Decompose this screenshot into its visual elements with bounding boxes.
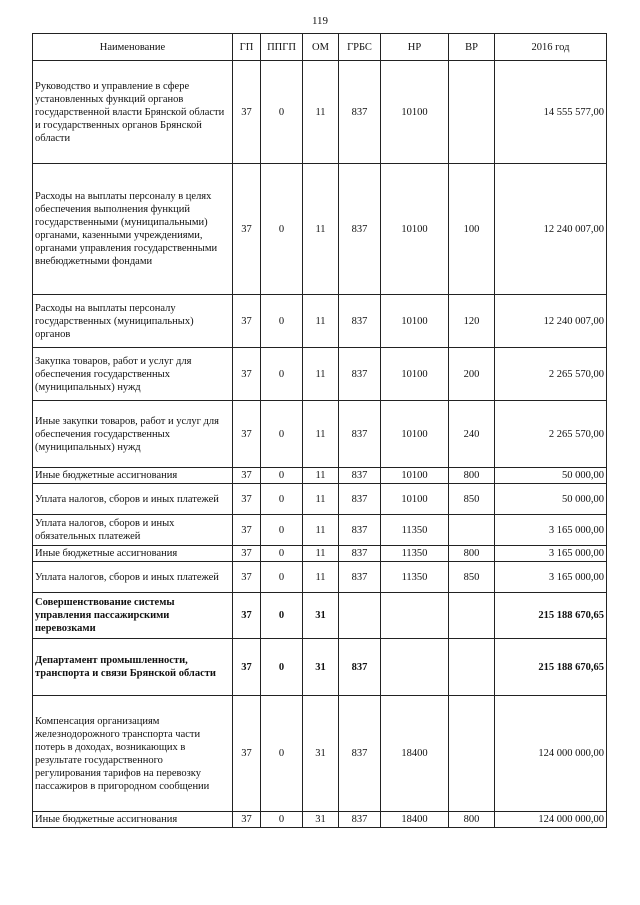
cell-amount: 50 000,00	[495, 468, 607, 484]
cell-name: Иные бюджетные ассигнования	[33, 812, 233, 828]
cell-amount: 2 265 570,00	[495, 401, 607, 468]
cell-ppgp: 0	[261, 562, 303, 593]
cell-nr: 11350	[381, 562, 449, 593]
cell-amount: 12 240 007,00	[495, 164, 607, 295]
cell-name: Расходы на выплаты персоналу в целях обеспечения выполнения функций государственными (муниципальными) органами, казенными учреждениями, органами управления государственными внебюджетными фондами	[33, 164, 233, 295]
cell-name: Закупка товаров, работ и услуг для обеспечения государственных (муниципальных) нужд	[33, 348, 233, 401]
cell-amount: 3 165 000,00	[495, 515, 607, 546]
cell-name: Компенсация организациям железнодорожного транспорта части потерь в доходах, возникающих в результате государственного регулирования тарифов на перевозку пассажиров в пригородном сообщении	[33, 696, 233, 812]
cell-ppgp: 0	[261, 546, 303, 562]
cell-amount: 14 555 577,00	[495, 61, 607, 164]
cell-grbs: 837	[339, 546, 381, 562]
table-row	[33, 593, 607, 639]
cell-nr: 10100	[381, 348, 449, 401]
cell-ppgp: 0	[261, 593, 303, 639]
cell-grbs	[339, 593, 381, 639]
cell-nr: 11350	[381, 515, 449, 546]
cell-grbs: 837	[339, 696, 381, 812]
cell-nr: 10100	[381, 164, 449, 295]
cell-om: 11	[303, 468, 339, 484]
table-row	[33, 401, 607, 468]
cell-gp: 37	[233, 562, 261, 593]
cell-name: Уплата налогов, сборов и иных платежей	[33, 484, 233, 515]
cell-nr: 10100	[381, 61, 449, 164]
header-amount: 2016 год	[495, 34, 607, 61]
cell-name: Уплата налогов, сборов и иных обязательных платежей	[33, 515, 233, 546]
cell-grbs: 837	[339, 812, 381, 828]
cell-gp: 37	[233, 164, 261, 295]
header-grbs: ГРБС	[339, 34, 381, 61]
cell-amount: 124 000 000,00	[495, 812, 607, 828]
cell-ppgp: 0	[261, 484, 303, 515]
cell-vr: 100	[449, 164, 495, 295]
cell-ppgp: 0	[261, 812, 303, 828]
cell-nr	[381, 639, 449, 696]
table-row	[33, 515, 607, 546]
cell-amount: 215 188 670,65	[495, 593, 607, 639]
cell-grbs: 837	[339, 164, 381, 295]
cell-vr	[449, 696, 495, 812]
table-row	[33, 812, 607, 828]
cell-nr: 10100	[381, 468, 449, 484]
cell-om: 31	[303, 639, 339, 696]
cell-name: Департамент промышленности, транспорта и связи Брянской области	[33, 639, 233, 696]
cell-gp: 37	[233, 468, 261, 484]
header-gp: ГП	[233, 34, 261, 61]
cell-grbs: 837	[339, 639, 381, 696]
cell-vr	[449, 515, 495, 546]
cell-om: 11	[303, 348, 339, 401]
cell-nr: 11350	[381, 546, 449, 562]
header-om: ОМ	[303, 34, 339, 61]
cell-name: Уплата налогов, сборов и иных платежей	[33, 562, 233, 593]
cell-name: Иные бюджетные ассигнования	[33, 546, 233, 562]
cell-name: Иные бюджетные ассигнования	[33, 468, 233, 484]
table-row	[33, 61, 607, 164]
cell-vr: 200	[449, 348, 495, 401]
cell-amount: 124 000 000,00	[495, 696, 607, 812]
page-number: 119	[311, 15, 329, 27]
cell-nr: 10100	[381, 484, 449, 515]
cell-gp: 37	[233, 593, 261, 639]
cell-vr: 850	[449, 484, 495, 515]
cell-amount: 215 188 670,65	[495, 639, 607, 696]
table-row	[33, 295, 607, 348]
cell-om: 31	[303, 593, 339, 639]
cell-amount: 12 240 007,00	[495, 295, 607, 348]
cell-om: 11	[303, 401, 339, 468]
cell-ppgp: 0	[261, 348, 303, 401]
header-name: Наименование	[33, 34, 233, 61]
cell-ppgp: 0	[261, 468, 303, 484]
cell-vr: 120	[449, 295, 495, 348]
cell-nr: 10100	[381, 401, 449, 468]
cell-amount: 3 165 000,00	[495, 546, 607, 562]
cell-ppgp: 0	[261, 639, 303, 696]
cell-amount: 2 265 570,00	[495, 348, 607, 401]
cell-nr: 18400	[381, 696, 449, 812]
cell-nr	[381, 593, 449, 639]
cell-gp: 37	[233, 812, 261, 828]
cell-grbs: 837	[339, 348, 381, 401]
cell-amount: 3 165 000,00	[495, 562, 607, 593]
cell-grbs: 837	[339, 562, 381, 593]
table-row	[33, 639, 607, 696]
cell-vr	[449, 639, 495, 696]
cell-om: 11	[303, 546, 339, 562]
header-ppgp: ППГП	[261, 34, 303, 61]
cell-om: 31	[303, 812, 339, 828]
cell-ppgp: 0	[261, 515, 303, 546]
cell-gp: 37	[233, 484, 261, 515]
cell-name: Расходы на выплаты персоналу государственных (муниципальных) органов	[33, 295, 233, 348]
cell-ppgp: 0	[261, 696, 303, 812]
table-row	[33, 348, 607, 401]
cell-gp: 37	[233, 515, 261, 546]
cell-gp: 37	[233, 639, 261, 696]
cell-om: 11	[303, 562, 339, 593]
cell-gp: 37	[233, 696, 261, 812]
table-row	[33, 562, 607, 593]
cell-om: 11	[303, 484, 339, 515]
cell-vr: 800	[449, 812, 495, 828]
cell-vr: 800	[449, 546, 495, 562]
cell-grbs: 837	[339, 295, 381, 348]
table-row	[33, 696, 607, 812]
cell-gp: 37	[233, 295, 261, 348]
table-row	[33, 484, 607, 515]
cell-vr: 850	[449, 562, 495, 593]
header-nr: НР	[381, 34, 449, 61]
cell-gp: 37	[233, 61, 261, 164]
cell-grbs: 837	[339, 515, 381, 546]
cell-vr	[449, 593, 495, 639]
cell-om: 11	[303, 295, 339, 348]
header-row	[33, 34, 607, 61]
cell-amount: 50 000,00	[495, 484, 607, 515]
cell-om: 11	[303, 515, 339, 546]
cell-name: Иные закупки товаров, работ и услуг для обеспечения государственных (муниципальных) нужд	[33, 401, 233, 468]
cell-om: 11	[303, 164, 339, 295]
table-row	[33, 164, 607, 295]
cell-ppgp: 0	[261, 401, 303, 468]
cell-ppgp: 0	[261, 295, 303, 348]
cell-ppgp: 0	[261, 164, 303, 295]
table-row	[33, 546, 607, 562]
header-vr: ВР	[449, 34, 495, 61]
cell-name: Руководство и управление в сфере установленных функций органов государственной власти Брянской области и государственных органов Брянской области	[33, 61, 233, 164]
cell-vr: 800	[449, 468, 495, 484]
budget-table	[32, 33, 607, 828]
cell-nr: 18400	[381, 812, 449, 828]
cell-grbs: 837	[339, 401, 381, 468]
cell-grbs: 837	[339, 468, 381, 484]
cell-gp: 37	[233, 546, 261, 562]
cell-om: 11	[303, 61, 339, 164]
cell-gp: 37	[233, 401, 261, 468]
cell-om: 31	[303, 696, 339, 812]
cell-gp: 37	[233, 348, 261, 401]
cell-vr	[449, 61, 495, 164]
cell-name: Совершенствование системы управления пассажирскими перевозками	[33, 593, 233, 639]
cell-ppgp: 0	[261, 61, 303, 164]
cell-nr: 10100	[381, 295, 449, 348]
cell-vr: 240	[449, 401, 495, 468]
table-row	[33, 468, 607, 484]
cell-grbs: 837	[339, 61, 381, 164]
cell-grbs: 837	[339, 484, 381, 515]
